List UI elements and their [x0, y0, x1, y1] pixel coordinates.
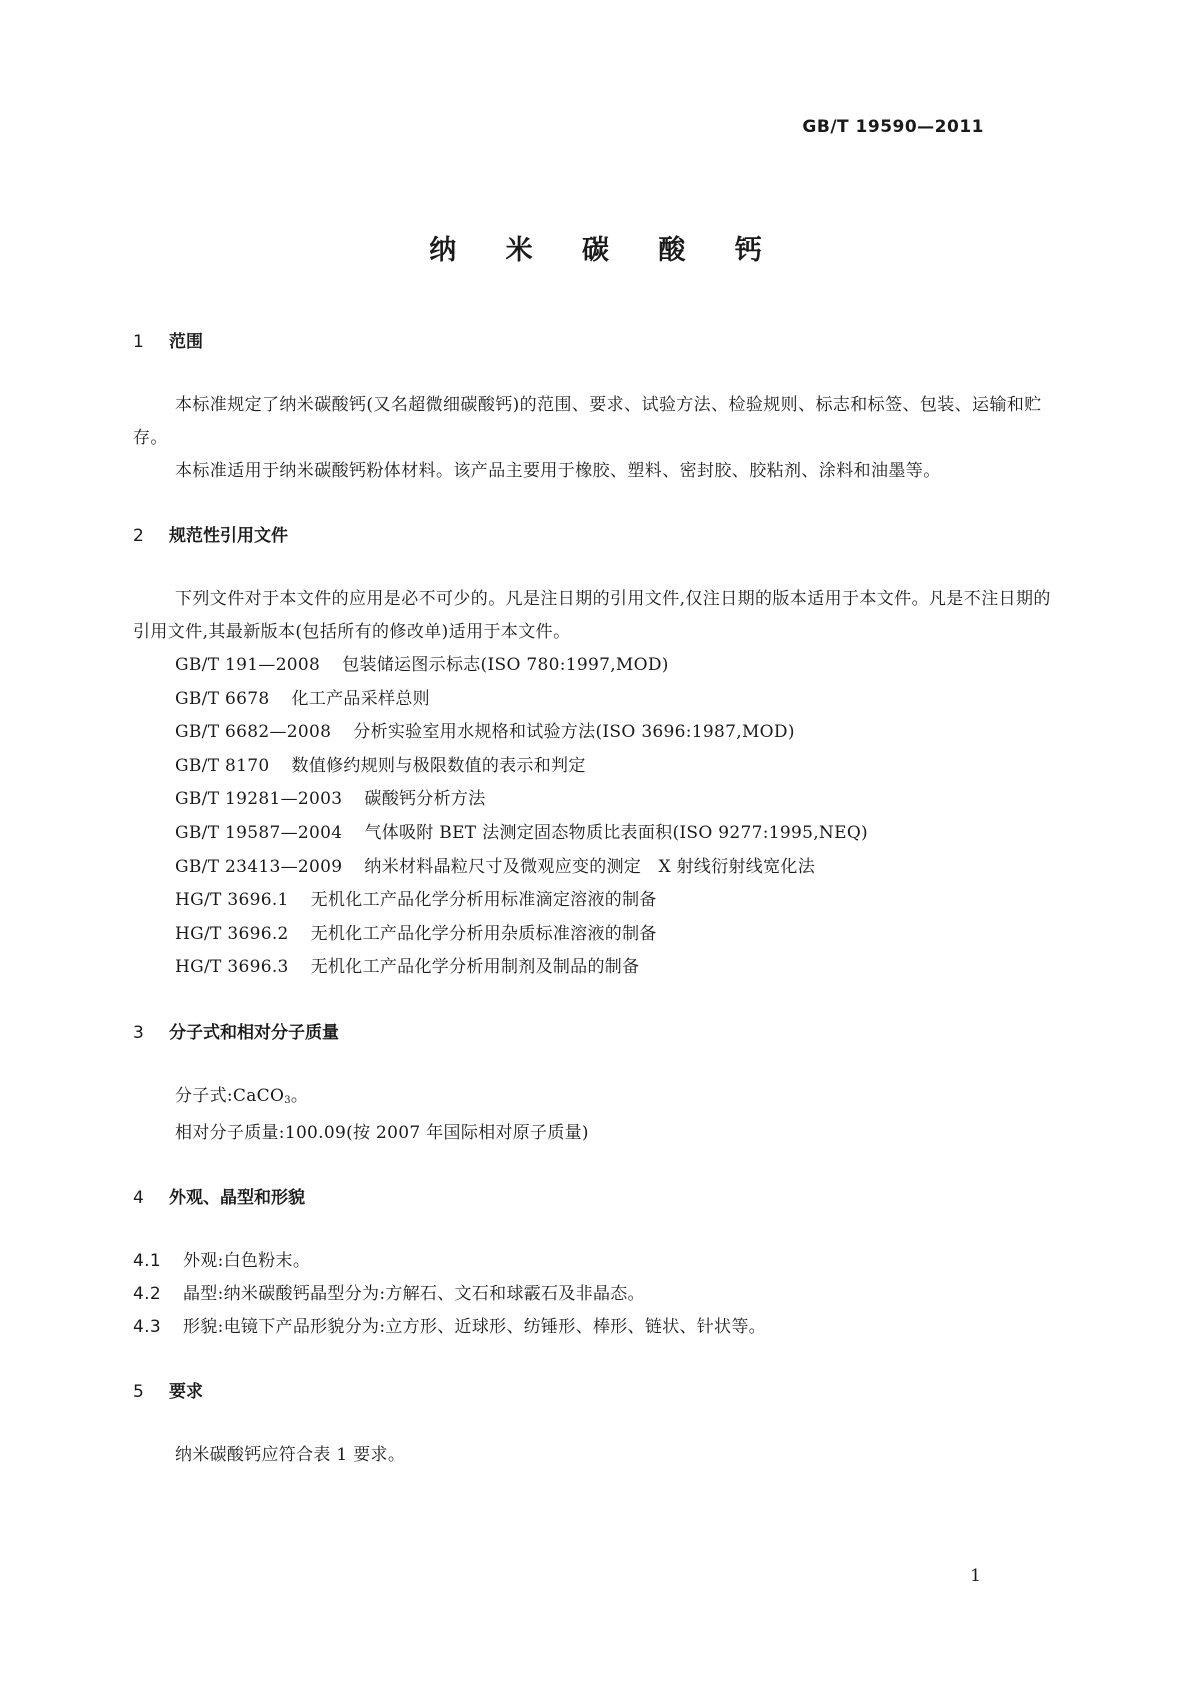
document-title: 纳 米 碳 酸 钙	[429, 235, 782, 266]
reference-code: HG/T 3696.2	[175, 923, 289, 944]
subclause	[133, 1278, 1058, 1311]
subclause-text: 晶型:纳米碳酸钙晶型分为:方解石、文石和球霰石及非晶态。	[183, 1283, 645, 1304]
subclause-number: 4.3	[133, 1316, 161, 1337]
reference-title: 无机化工产品化学分析用杂质标准溶液的制备	[310, 923, 657, 944]
paragraph: 本标准规定了纳米碳酸钙(又名超微细碳酸钙)的范围、要求、试验方法、检验规则、标志和标签、包装、运输和贮存。	[133, 395, 1042, 448]
section-title: 外观、晶型和形貌	[169, 1187, 305, 1208]
section-title: 范围	[169, 332, 203, 352]
section-title: 分子式和相对分子质量	[169, 1022, 339, 1043]
reference-item	[133, 683, 1058, 717]
section-title: 规范性引用文件	[169, 526, 288, 546]
reference-title: 分析实验室用水规格和试验方法(ISO 3696:1987,MOD)	[353, 722, 795, 743]
subclause	[133, 1311, 1058, 1344]
section-formula-and-mass	[133, 1021, 1058, 1150]
reference-title: 碳酸钙分析方法	[364, 789, 486, 810]
document-body	[133, 330, 1058, 1508]
reference-item	[133, 918, 1058, 952]
reference-code: GB/T 6682—2008	[175, 722, 332, 743]
reference-item	[133, 951, 1058, 985]
reference-code: HG/T 3696.1	[175, 890, 289, 911]
subclause	[133, 1245, 1058, 1278]
section-heading	[133, 1380, 1058, 1404]
reference-item	[133, 716, 1058, 750]
paragraph: 本标准适用于纳米碳酸钙粉体材料。该产品主要用于橡胶、塑料、密封胶、胶粘剂、涂料和油墨等。	[175, 461, 941, 481]
section-heading	[133, 1021, 1058, 1045]
section-title: 要求	[169, 1381, 203, 1402]
section-number: 4	[133, 1187, 144, 1208]
section-heading	[133, 330, 1058, 354]
section-number: 3	[133, 1022, 144, 1043]
reference-item	[133, 783, 1058, 817]
subclause-text: 外观:白色粉末。	[183, 1250, 311, 1271]
reference-title: 数值修约规则与极限数值的表示和判定	[291, 755, 586, 776]
subclause-number: 4.1	[133, 1250, 161, 1271]
reference-code: HG/T 3696.3	[175, 957, 289, 978]
reference-code: GB/T 191—2008	[175, 655, 321, 675]
page-number: 1	[970, 1566, 981, 1586]
molecular-formula	[133, 1080, 1058, 1117]
section-requirements	[133, 1380, 1058, 1472]
section-number: 1	[133, 332, 144, 352]
reference-title: 化工产品采样总则	[291, 688, 430, 709]
section-appearance	[133, 1186, 1058, 1344]
reference-item	[133, 750, 1058, 784]
reference-item	[133, 884, 1058, 918]
reference-title: 包装储运图示标志(ISO 780:1997,MOD)	[342, 655, 669, 675]
subclause-number: 4.2	[133, 1283, 161, 1304]
section-scope	[133, 330, 1058, 488]
reference-code: GB/T 23413—2009	[175, 856, 343, 877]
reference-title: 无机化工产品化学分析用标准滴定溶液的制备	[310, 890, 657, 911]
reference-code: GB/T 19281—2003	[175, 789, 343, 810]
reference-code: GB/T 8170	[175, 755, 270, 776]
reference-title: 纳米材料晶粒尺寸及微观应变的测定 X 射线衍射线宽化法	[364, 856, 815, 877]
reference-item	[133, 649, 1058, 683]
section-heading	[133, 524, 1058, 548]
section-number: 5	[133, 1381, 144, 1402]
section-heading	[133, 1186, 1058, 1210]
reference-item	[133, 851, 1058, 885]
reference-code: GB/T 6678	[175, 688, 270, 709]
formula-subscript: 3	[284, 1094, 291, 1106]
paragraph: 下列文件对于本文件的应用是必不可少的。凡是注日期的引用文件,仅注日期的版本适用于本文件。凡是不注日期的引用文件,其最新版本(包括所有的修改单)适用于本文件。	[133, 589, 1051, 642]
formula-text: 分子式:CaCO	[175, 1085, 285, 1106]
subclause-text: 形貌:电镜下产品形貌分为:立方形、近球形、纺锤形、棒形、链状、针状等。	[183, 1316, 766, 1337]
paragraph: 纳米碳酸钙应符合表 1 要求。	[175, 1444, 406, 1465]
section-number: 2	[133, 526, 144, 546]
reference-code: GB/T 19587—2004	[175, 822, 343, 843]
reference-title: 气体吸附 BET 法测定固态物质比表面积(ISO 9277:1995,NEQ)	[364, 822, 868, 843]
relative-molecular-mass: 相对分子质量:100.09(按 2007 年国际相对原子质量)	[175, 1122, 589, 1143]
standard-code: GB/T 19590—2011	[802, 117, 984, 137]
section-normative-references	[133, 524, 1058, 985]
reference-item	[133, 817, 1058, 851]
formula-end: 。	[290, 1085, 309, 1106]
reference-title: 无机化工产品化学分析用制剂及制品的制备	[310, 957, 640, 978]
